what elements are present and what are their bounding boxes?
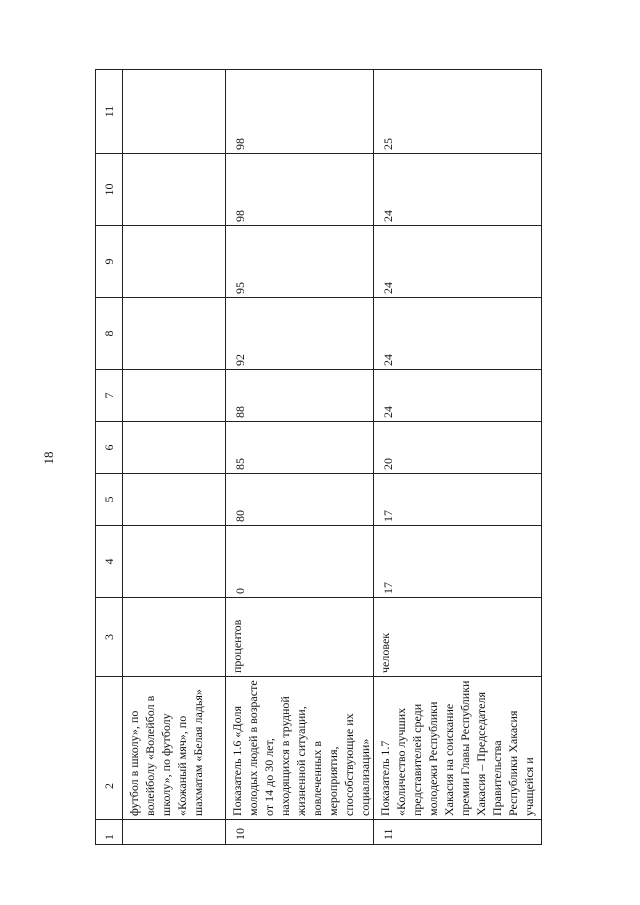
value-cell bbox=[123, 422, 226, 474]
unit: человек bbox=[374, 598, 542, 677]
header-cell-7: 7 bbox=[96, 370, 123, 422]
row-number: 11 bbox=[374, 820, 542, 845]
header-cell-8: 8 bbox=[96, 298, 123, 370]
value-cell: 0 bbox=[226, 526, 374, 598]
header-cell-9: 9 bbox=[96, 226, 123, 298]
value-cell bbox=[123, 526, 226, 598]
value-cell: 95 bbox=[226, 226, 374, 298]
value-cell: 17 bbox=[374, 526, 542, 598]
value-cell: 24 bbox=[374, 154, 542, 226]
value-cell bbox=[123, 474, 226, 526]
value-cell: 85 bbox=[226, 422, 374, 474]
table-row bbox=[123, 70, 226, 845]
table-row bbox=[226, 70, 374, 845]
header-cell-6: 6 bbox=[96, 422, 123, 474]
value-cell bbox=[123, 298, 226, 370]
value-cell: 88 bbox=[226, 370, 374, 422]
value-cell: 80 bbox=[226, 474, 374, 526]
value-cell: 24 bbox=[374, 370, 542, 422]
row-number bbox=[123, 820, 226, 845]
header-cell-11: 11 bbox=[96, 70, 123, 154]
header-cell-5: 5 bbox=[96, 474, 123, 526]
row-number: 10 bbox=[226, 820, 374, 845]
value-cell: 92 bbox=[226, 298, 374, 370]
value-cell bbox=[123, 226, 226, 298]
value-cell bbox=[123, 370, 226, 422]
table-header-row bbox=[96, 70, 123, 845]
value-cell: 25 bbox=[374, 70, 542, 154]
page-number: 18 bbox=[41, 451, 56, 465]
value-cell: 24 bbox=[374, 298, 542, 370]
indicator-name: футбол в школу», по волейболу «Волейбол в школу», по футболу «Кожаный мяч», по шахматам «Белая ладья» bbox=[123, 677, 226, 820]
value-cell: 17 bbox=[374, 474, 542, 526]
value-cell bbox=[123, 70, 226, 154]
indicator-name: Показатель 1.6 «Доля молодых людей в возрасте от 14 до 30 лет, находящихся в трудной жизненной ситуации, вовлеченных в мероприятия, способствующие их социализации» bbox=[226, 677, 374, 820]
value-cell: 98 bbox=[226, 70, 374, 154]
header-cell-3: 3 bbox=[96, 598, 123, 677]
value-cell bbox=[123, 154, 226, 226]
indicator-table bbox=[95, 69, 542, 845]
unit bbox=[123, 598, 226, 677]
value-cell: 20 bbox=[374, 422, 542, 474]
value-cell: 24 bbox=[374, 226, 542, 298]
header-cell-1: 1 bbox=[96, 820, 123, 845]
value-cell: 98 bbox=[226, 154, 374, 226]
indicator-name: Показатель 1.7 «Количество лучших представителей среди молодежи Республики Хакасия на соискание премии Главы Республики Хакасия – Председателя Правительства Республики Хакасия учащейся и bbox=[374, 677, 542, 820]
header-cell-4: 4 bbox=[96, 526, 123, 598]
header-cell-10: 10 bbox=[96, 154, 123, 226]
rotated-table-wrapper bbox=[95, 70, 538, 845]
unit: процентов bbox=[226, 598, 374, 677]
table-row bbox=[374, 70, 542, 845]
header-cell-2: 2 bbox=[96, 677, 123, 820]
